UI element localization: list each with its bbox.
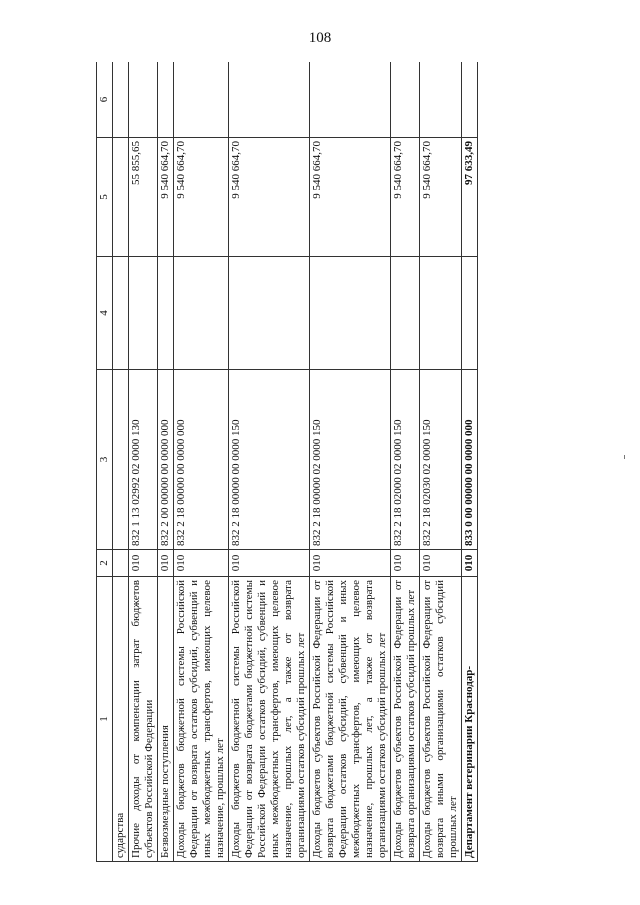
row-kbk-cell: 832 2 18 00000 00 0000 150 — [229, 370, 310, 550]
row-col4-cell — [158, 257, 174, 370]
row-code-cell: 010 — [310, 550, 391, 577]
row-code-cell: 010 — [229, 550, 310, 577]
row-col4-cell — [391, 257, 420, 370]
row-name-cell: сударства — [113, 577, 129, 862]
row-amount-cell: 9 540 664,70 — [391, 138, 420, 257]
table-row — [129, 62, 158, 862]
row-col6-cell — [462, 62, 478, 138]
row-kbk-cell: 832 2 18 00000 00 0000 000 — [174, 370, 229, 550]
table-row — [158, 62, 174, 862]
table-header-row — [97, 62, 113, 862]
table-row — [229, 62, 310, 862]
row-kbk-cell — [113, 370, 129, 550]
row-col4-cell — [420, 257, 462, 370]
row-kbk-cell: 832 1 13 02992 02 0000 130 — [129, 370, 158, 550]
row-col4-cell — [462, 257, 478, 370]
page-number: 108 — [308, 30, 332, 46]
row-code-cell: 010 — [420, 550, 462, 577]
table-row — [174, 62, 229, 862]
row-name-cell: Доходы бюджетов бюджетной системы Российской Федерации от возврата остатков субсидий, субвенций и иных межбюджетных трансфертов, имеющих целевое назначение, прошлых лет — [174, 577, 229, 862]
row-kbk-cell: 832 2 18 00000 02 0000 150 — [310, 370, 391, 550]
rotated-table-area — [96, 62, 608, 862]
row-amount-cell: 9 540 664,70 — [174, 138, 229, 257]
row-col6-cell — [391, 62, 420, 138]
row-name-cell: Прочие доходы от компенсации затрат бюджетов субъектов Российской Федерации — [129, 577, 158, 862]
row-amount-cell: 55 855,65 — [129, 138, 158, 257]
row-code-cell: 010 — [391, 550, 420, 577]
row-col6-cell — [310, 62, 391, 138]
row-col4-cell — [129, 257, 158, 370]
revenue-table — [96, 62, 478, 862]
row-code-cell: 010 — [462, 550, 478, 577]
row-kbk-cell: 833 0 00 00000 00 0000 000 — [462, 370, 478, 550]
row-amount-cell: 9 540 664,70 — [229, 138, 310, 257]
row-name-cell: Доходы бюджетов субъектов Российской Федерации от возврата бюджетами бюджетной системы Российской Федерации остатков субсидий, субвенций и иных межбюджетных трансфертов, имеющих целевое назначение, прошлых лет, а также от возврата организациями остатков субсидий прошлых лет — [310, 577, 391, 862]
row-col6-cell — [158, 62, 174, 138]
table-row — [420, 62, 462, 862]
header-cell: 2 — [97, 550, 113, 577]
row-col6-cell — [420, 62, 462, 138]
row-col6-cell — [229, 62, 310, 138]
row-code-cell — [113, 550, 129, 577]
row-kbk-cell: 832 2 18 02000 02 0000 150 — [391, 370, 420, 550]
header-cell: 3 — [97, 370, 113, 550]
header-cell: 5 — [97, 138, 113, 257]
row-col4-cell — [174, 257, 229, 370]
row-name-cell: Доходы бюджетов бюджетной системы Российской Федерации от возврата бюджетами бюджетной системы Российской Федерации остатков субсидий, субвенций и иных межбюджетных трансфертов, имеющих целевое назначение, прошлых лет, а также от возврата организациями остатков субсидий прошлых лет — [229, 577, 310, 862]
row-kbk-cell: 832 2 18 02030 02 0000 150 — [420, 370, 462, 550]
row-amount-cell — [113, 138, 129, 257]
row-code-cell: 010 — [129, 550, 158, 577]
row-amount-cell: 9 540 664,70 — [420, 138, 462, 257]
row-amount-cell: 97 633,49 — [462, 138, 478, 257]
row-code-cell: 010 — [158, 550, 174, 577]
row-amount-cell: 9 540 664,70 — [158, 138, 174, 257]
header-cell: 1 — [97, 577, 113, 862]
row-col6-cell — [174, 62, 229, 138]
row-col6-cell — [129, 62, 158, 138]
rotated-table-container — [96, 62, 608, 862]
table-row — [391, 62, 420, 862]
row-col4-cell — [229, 257, 310, 370]
scan-edge-mark — [624, 455, 625, 459]
table-row-department — [462, 62, 478, 862]
table-row — [113, 62, 129, 862]
row-amount-cell: 9 540 664,70 — [310, 138, 391, 257]
row-name-cell: Доходы бюджетов субъектов Российской Федерации от возврата организациями остатков субсидий прошлых лет — [391, 577, 420, 862]
row-name-cell: Доходы бюджетов субъектов Российской Федерации от возврата иными организациями остатков субсидий прошлых лет — [420, 577, 462, 862]
header-cell: 6 — [97, 62, 113, 138]
row-col4-cell — [113, 257, 129, 370]
header-cell: 4 — [97, 257, 113, 370]
row-name-cell: Безвозмездные поступления — [158, 577, 174, 862]
row-code-cell: 010 — [174, 550, 229, 577]
row-name-cell: Департамент ветеринарии Краснодар- — [462, 577, 478, 862]
row-kbk-cell: 832 2 00 00000 00 0000 000 — [158, 370, 174, 550]
row-col4-cell — [310, 257, 391, 370]
table-row — [310, 62, 391, 862]
row-col6-cell — [113, 62, 129, 138]
